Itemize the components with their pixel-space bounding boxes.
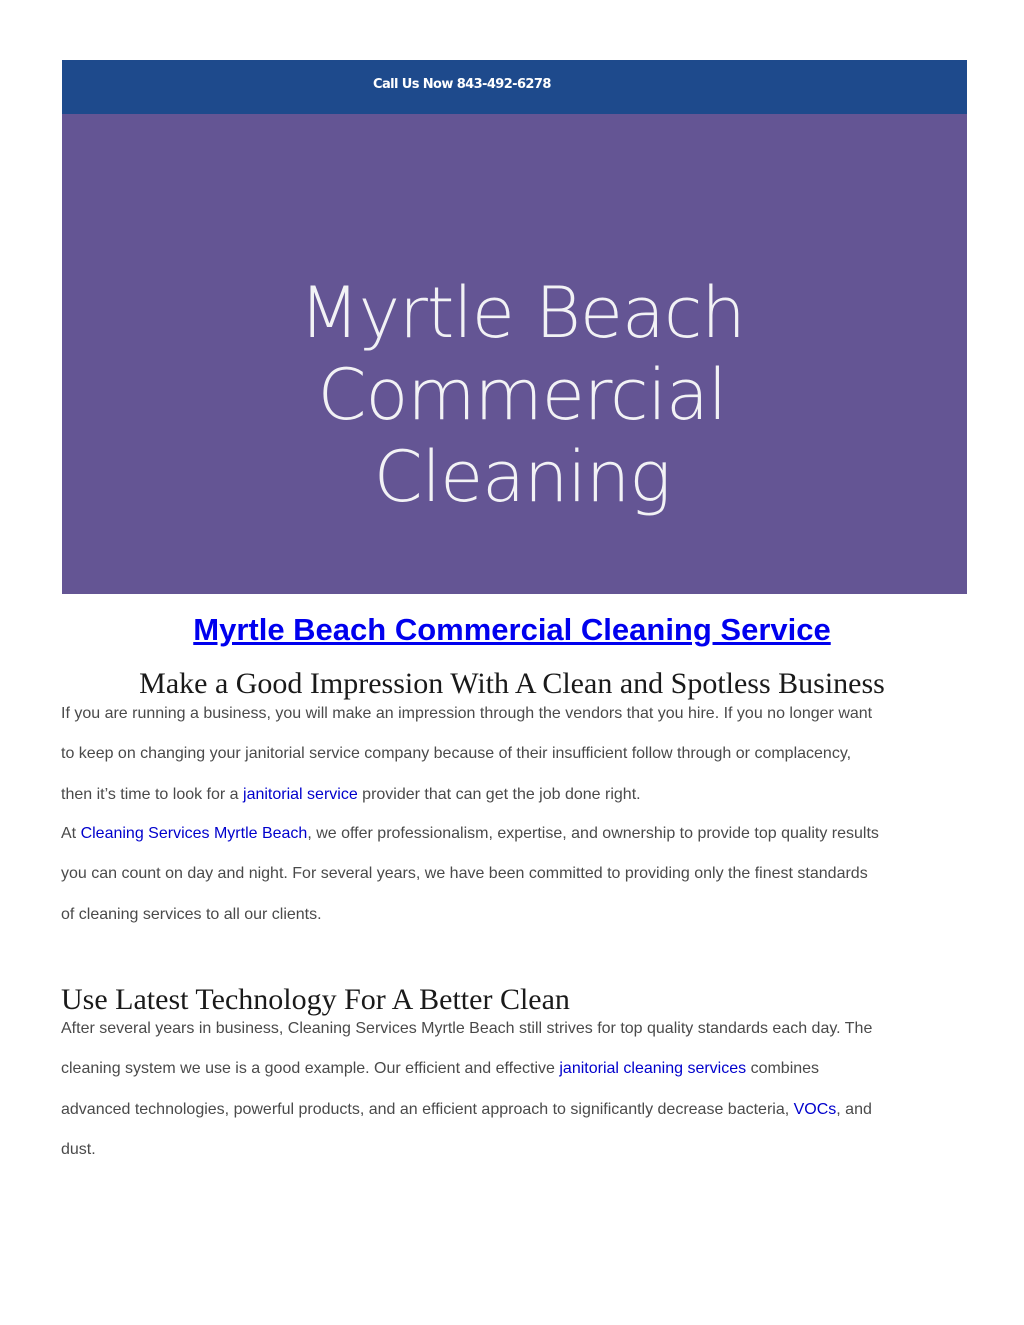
paragraph-line [61,1049,971,1089]
paragraph-line: you can count on day and night. For several years, we have been committed to providing only the finest standards [61,865,868,883]
text-segment: cleaning system we use is a good example. Our efficient and effective [61,1060,560,1078]
text-segment: advanced technologies, powerful products, and an efficient approach to significantly decrease bacteria, [61,1100,794,1118]
text-segment: At [61,825,81,842]
paragraph-line [61,1090,971,1130]
text-segment: then it’s time to look for a [61,785,244,803]
hero-title-line: Cleaning [373,436,671,518]
paragraph-line: of cleaning services to all our clients. [61,905,322,923]
text-segment: , we offer professionalism, expertise, and ownership to provide top quality results [307,825,879,842]
cleaning-services-myrtle-beach-link[interactable]: Cleaning Services Myrtle Beach [80,825,308,842]
paragraph-line: dust. [61,1140,96,1158]
paragraph-line: to keep on changing your janitorial service company because of their insufficient follow through or complacency, [61,745,852,763]
hero-title-line: Commercial [317,354,727,436]
text-segment: combines [746,1060,820,1078]
text-segment: , and [836,1100,872,1118]
vocs-link[interactable]: VOCs [793,1100,837,1118]
paragraph-about [61,814,971,935]
call-banner [62,60,967,114]
paragraph-line [61,814,971,854]
hero-title [272,272,772,518]
main-heading-link[interactable]: Myrtle Beach Commercial Cleaning Service [193,612,831,647]
text-segment: provider that can get the job done right. [357,785,641,803]
hero-title-line: Myrtle Beach [299,272,745,354]
paragraph-technology [61,1009,971,1170]
section-heading-technology: Use Latest Technology For A Better Clean [61,983,570,1016]
janitorial-cleaning-services-link[interactable]: janitorial cleaning services [559,1060,747,1078]
paragraph-line [61,775,971,815]
sub-heading: Make a Good Impression With A Clean and Spotless Business [139,667,885,700]
paragraph-line: If you are running a business, you will make an impression through the vendors that you hire. If you no longer want [61,705,873,722]
call-us-phone-text[interactable]: Call Us Now 843-492-6278 [373,77,551,92]
paragraph-line: After several years in business, Cleaning Services Myrtle Beach still strives for top quality standards each day. The [61,1020,873,1037]
janitorial-service-link[interactable]: janitorial service [243,785,358,803]
paragraph-intro [61,694,971,815]
hero-banner-image [62,114,967,594]
